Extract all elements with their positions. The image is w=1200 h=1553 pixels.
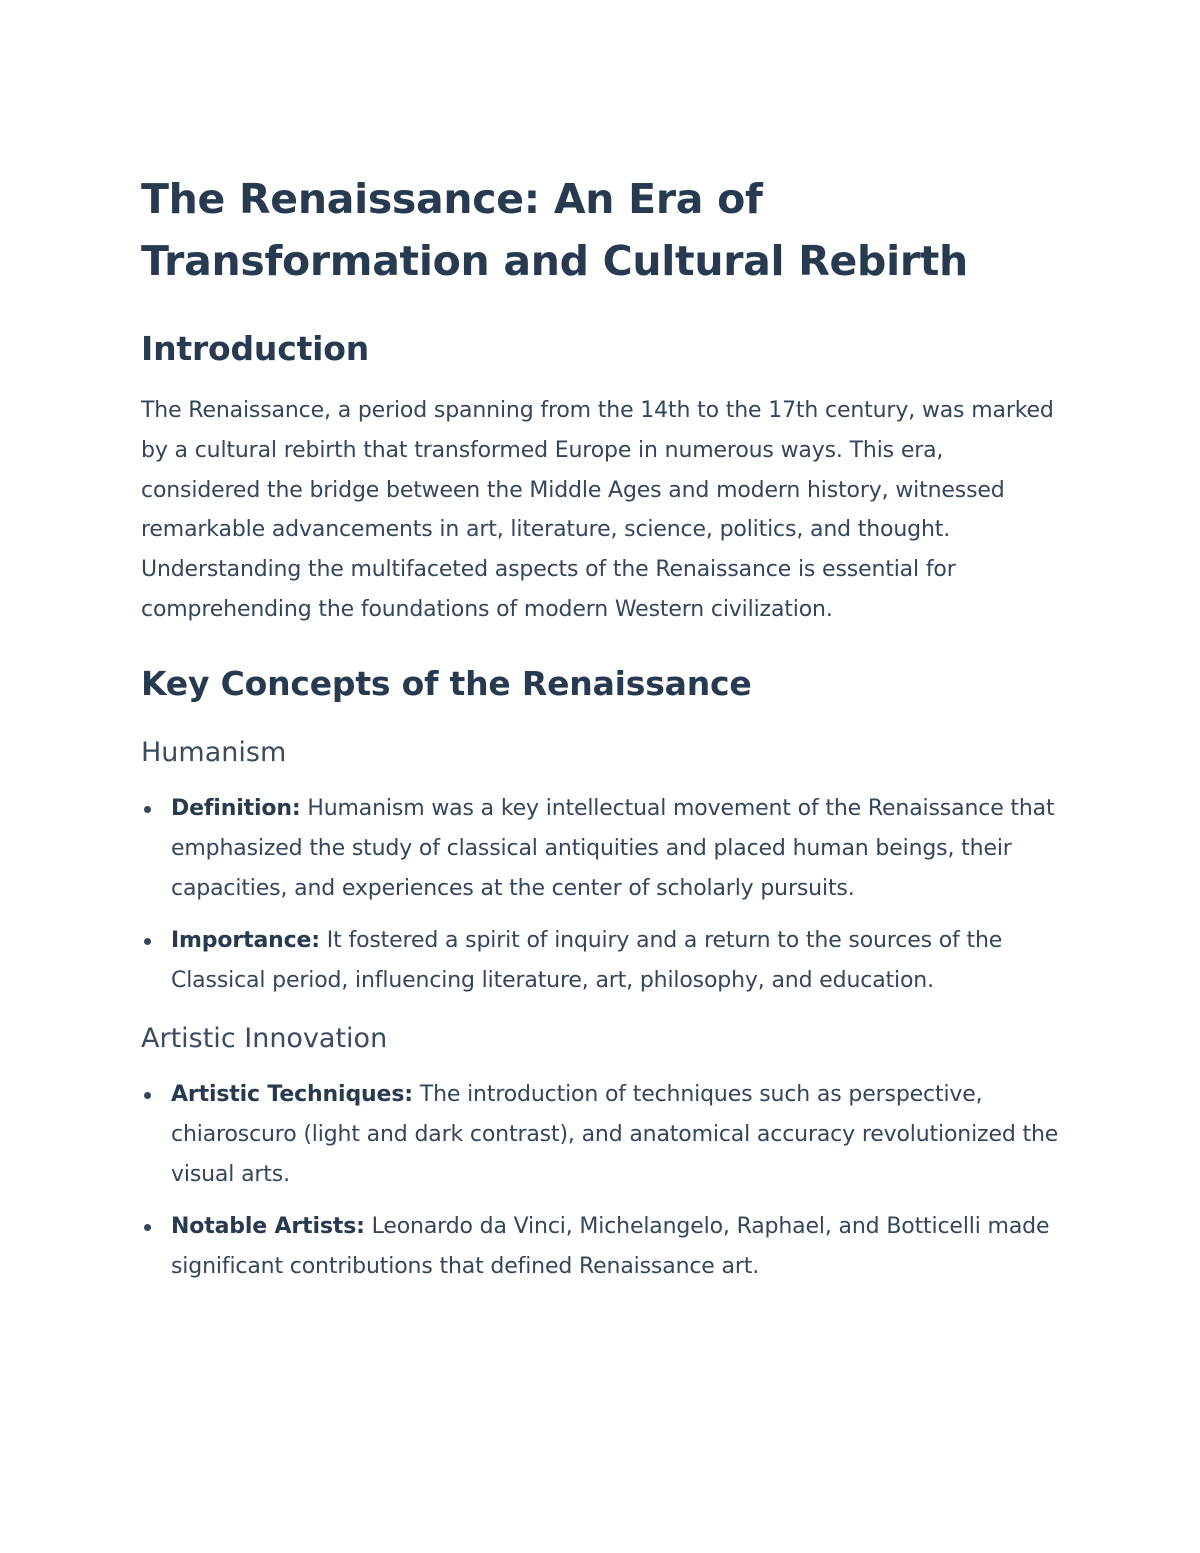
bullet-icon — [144, 1092, 151, 1099]
list-item-notable-artists — [141, 1207, 1061, 1287]
artistic-innovation-heading: Artistic Innovation — [141, 1022, 388, 1054]
document-title: The Renaissance: An Era of Transformation and Cultural Rebirth — [141, 175, 968, 285]
list-item-importance — [141, 921, 1061, 1001]
introduction-heading: Introduction — [141, 329, 370, 368]
list-item-definition — [141, 789, 1061, 909]
introduction-paragraph: The Renaissance, a period spanning from the 14th to the 17th century, was marked by a cultural rebirth that transformed Europe in numerous ways. This era, considered the bridge between the Middle Ages and modern history, witnessed remarkable advancements in art, literature, science, politics, and thought. Understanding the multifaceted aspects of the Renaissance is essential for comprehending the foundations of modern Western civilization. — [141, 398, 1054, 622]
bullet-icon — [144, 806, 151, 813]
list-item-term: Importance: — [171, 927, 320, 953]
artistic-innovation-list — [141, 1075, 1061, 1287]
list-item-artistic-techniques — [141, 1075, 1061, 1195]
bullet-icon — [144, 938, 151, 945]
bullet-icon — [144, 1224, 151, 1231]
list-item-text: It fostered a spirit of inquiry and a return to the sources of the Classical period, influencing literature, art, philosophy, and education. — [171, 927, 1003, 993]
list-item-text: Leonardo da Vinci, Michelangelo, Raphael, and Botticelli made significant contributions that defined Renaissance art. — [171, 1213, 1050, 1279]
key-concepts-heading: Key Concepts of the Renaissance — [141, 663, 752, 703]
list-item-term: Definition: — [171, 795, 301, 821]
list-item-text: The introduction of techniques such as perspective, chiaroscuro (light and dark contrast), and anatomical accuracy revolutionized the visual arts. — [171, 1081, 1059, 1187]
list-item-term: Notable Artists: — [171, 1213, 365, 1239]
humanism-list — [141, 789, 1061, 1001]
list-item-text: Humanism was a key intellectual movement of the Renaissance that emphasized the study of classical antiquities and placed human beings, their capacities, and experiences at the center of scholarly pursuits. — [171, 795, 1055, 901]
document-page — [141, 168, 1061, 1299]
list-item-term: Artistic Techniques: — [171, 1081, 413, 1107]
humanism-heading: Humanism — [141, 736, 287, 768]
